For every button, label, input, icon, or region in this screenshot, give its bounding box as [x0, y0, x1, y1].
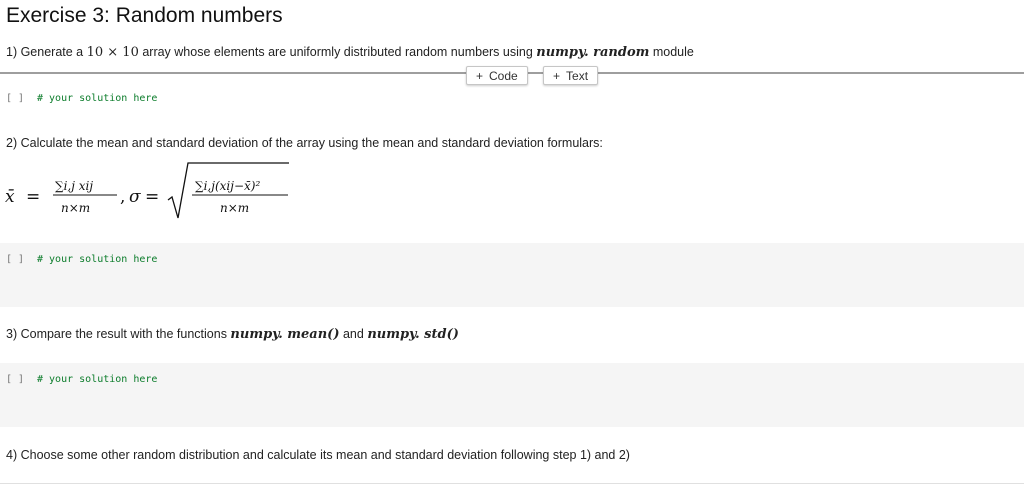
add-text-label: Text: [566, 69, 589, 83]
add-code-button[interactable]: [466, 66, 528, 85]
question-4: 4) Choose some other random distribution and calculate its mean and standard deviation following step 1) and 2): [6, 448, 630, 462]
run-cell-button[interactable]: [ ]: [6, 374, 25, 385]
formula-mean-denominator: n×m: [61, 201, 91, 215]
formula-std-numerator: ∑i,j(xij−x̄)²: [195, 179, 261, 193]
question-3-prefix: 3) Compare the result with the functions: [6, 327, 231, 341]
mean-std-formula: [4, 160, 304, 224]
question-1: [6, 45, 694, 60]
question-3: [6, 327, 459, 342]
plus-icon: +: [553, 69, 561, 83]
module-name-math: numpy. random: [536, 45, 650, 60]
question-1-mid: array whose elements are uniformly distributed random numbers using: [138, 45, 537, 59]
question-2: 2) Calculate the mean and standard deviation of the array using the mean and standard deviation formulars:: [6, 136, 603, 150]
run-cell-button[interactable]: [ ]: [6, 254, 25, 265]
question-1-prefix: 1) Generate a: [6, 45, 87, 59]
formula-comma: ,: [120, 187, 126, 207]
add-text-button[interactable]: [543, 66, 598, 85]
bottom-divider: [0, 483, 1024, 484]
numpy-std-math: numpy. std(): [367, 327, 459, 342]
code-editor[interactable]: # your solution here: [37, 374, 158, 385]
code-editor[interactable]: # your solution here: [37, 93, 158, 104]
code-cell[interactable]: [0, 363, 1024, 427]
question-1-suffix: module: [649, 45, 694, 59]
question-3-mid: and: [339, 327, 368, 341]
run-cell-button[interactable]: [ ]: [6, 93, 25, 104]
page-title: Exercise 3: Random numbers: [6, 4, 283, 27]
formula-xbar: x̄: [5, 187, 15, 207]
formula-std-denominator: n×m: [220, 201, 250, 215]
formula-eq-2: =: [145, 187, 160, 207]
code-editor[interactable]: # your solution here: [37, 254, 158, 265]
formula-sigma: σ: [129, 187, 141, 207]
numpy-mean-math: numpy. mean(): [230, 327, 340, 342]
add-code-label: Code: [489, 69, 518, 83]
code-cell[interactable]: [0, 86, 1024, 114]
formula-mean-numerator: ∑i,j xij: [55, 179, 94, 193]
plus-icon: +: [476, 69, 484, 83]
array-size-math: 10 × 10: [86, 45, 139, 60]
formula-eq: =: [26, 187, 41, 207]
code-cell[interactable]: [0, 243, 1024, 307]
